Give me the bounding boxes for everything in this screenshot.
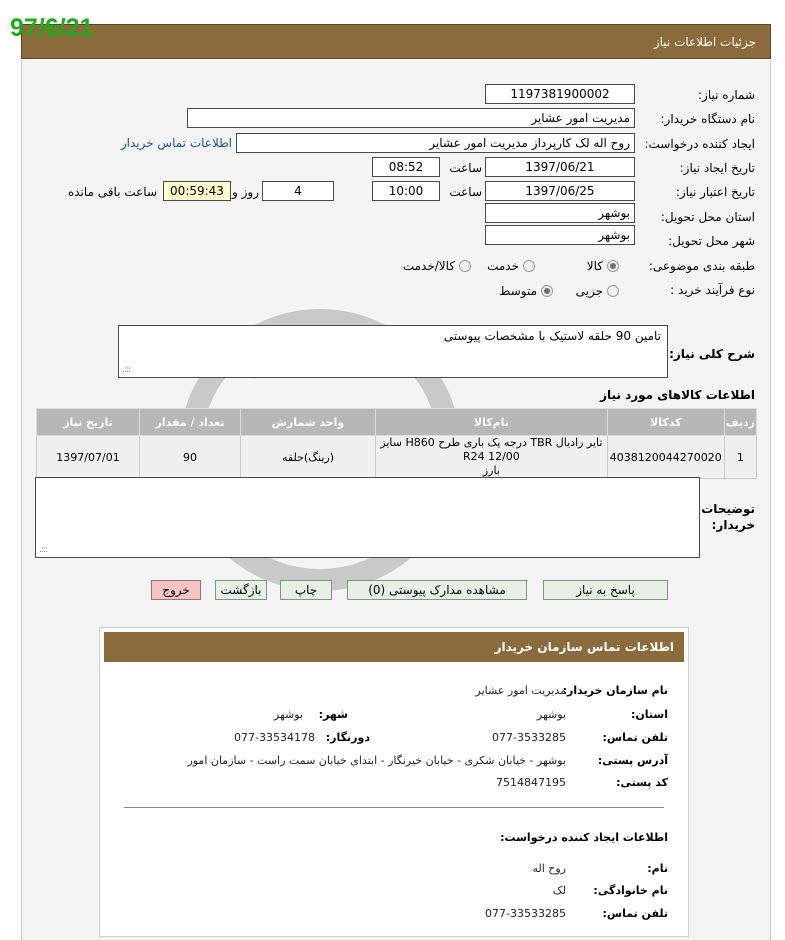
contact-province-value: بوشهر — [536, 708, 566, 721]
resize-grip-icon[interactable]: .::: — [122, 365, 130, 375]
need-number-label: شماره نیاز: — [698, 88, 755, 102]
cell-unit: (رینگ)حلقه — [241, 436, 376, 479]
contact-org-value: مدیریت امور عشایر — [475, 684, 566, 697]
items-heading: اطلاعات کالاهای مورد نیاز — [600, 388, 755, 402]
validity-date-label: تاریخ اعتبار نیاز: — [675, 185, 755, 199]
contact-city-label: شهر: — [318, 708, 348, 721]
summary-label: شرح کلی نیاز: — [669, 347, 755, 361]
cell-qty: 90 — [140, 436, 241, 479]
summary-textarea[interactable] — [118, 325, 668, 378]
requester-field: روح اله لک کارپرداز مدیریت امور عشایر — [236, 133, 635, 153]
reply-button[interactable]: پاسخ به نیاز — [543, 580, 668, 600]
contact-divider — [124, 807, 664, 808]
items-table — [36, 408, 757, 479]
view-documents-button[interactable]: مشاهده مدارک پیوستی (0) — [347, 580, 527, 600]
validity-time-field: 10:00 — [372, 181, 440, 201]
category-label: طبقه بندی موضوعی: — [648, 259, 755, 273]
creator-phone-label: تلفن تماس: — [602, 907, 668, 920]
contact-address-label: آدرس پستی: — [597, 754, 668, 767]
page-title: جزئیات اطلاعات نیاز — [653, 35, 756, 49]
radio-selected-icon — [607, 260, 619, 272]
date-stamp: 97/6/21 — [10, 14, 94, 42]
creator-heading: اطلاعات ایجاد کننده درخواست: — [500, 831, 668, 844]
cell-date: 1397/07/01 — [37, 436, 140, 479]
buyer-contact-link[interactable]: اطلاعات تماس خریدار — [120, 136, 232, 150]
contact-card-title: اطلاعات تماس سازمان خریدار — [494, 640, 674, 654]
remaining-days-label: روز و — [232, 185, 259, 199]
contact-fax-value: 077-33534178 — [234, 731, 315, 744]
remaining-time-field: 00:59:43 — [163, 181, 231, 201]
buyer-org-field: مدیریت امور عشایر — [187, 108, 635, 128]
summary-text: تامین 90 حلقه لاستیک با مشخصات پیوستی — [443, 329, 661, 343]
creator-first-name-value: روح اله — [532, 862, 566, 875]
created-date-label: تاریخ ایجاد نیاز: — [679, 161, 755, 175]
contact-phone-label: تلفن تماس: — [602, 731, 668, 744]
contact-city-value: بوشهر — [273, 708, 303, 721]
radio-empty-icon — [607, 285, 619, 297]
resize-grip-icon[interactable]: .::: — [39, 545, 47, 555]
radio-selected-icon — [541, 285, 553, 297]
cell-row: 1 — [724, 436, 756, 479]
buyer-notes-label-2: خریدار: — [711, 518, 755, 532]
table-row — [37, 436, 757, 479]
contact-org-label: نام سازمان خریدار: — [562, 684, 668, 697]
created-time-label: ساعت — [449, 161, 482, 175]
process-option-medium[interactable]: متوسط — [499, 283, 553, 298]
province-label: استان محل تحویل: — [660, 210, 755, 224]
radio-empty-icon — [523, 260, 535, 272]
contact-fax-label: دورنگار: — [325, 731, 370, 744]
validity-time-label: ساعت — [449, 185, 482, 199]
category-option-service[interactable]: خدمت — [487, 258, 535, 273]
buyer-org-label: نام دستگاه خریدار: — [660, 112, 755, 126]
col-name: نام‌کالا — [376, 409, 608, 436]
contact-address-value: بوشهر - خیابان شکری - خیابان خیرنگار - ابتدای خیابان سمت راست - سازمان امور — [187, 754, 566, 767]
exit-button[interactable]: خروج — [151, 580, 201, 600]
page-header — [21, 24, 771, 59]
contact-postal-value: 7514847195 — [496, 776, 566, 789]
col-date: تاریخ نیاز — [37, 409, 140, 436]
creator-first-name-label: نام: — [647, 862, 668, 875]
col-unit: واحد شمارش — [241, 409, 376, 436]
requester-label: ایجاد کننده درخواست: — [644, 137, 755, 151]
created-time-field: 08:52 — [372, 157, 440, 177]
created-date-field: 1397/06/21 — [485, 157, 635, 177]
category-option-goods-service[interactable]: کالا/خدمت — [403, 258, 471, 273]
category-option-goods[interactable]: کالا — [587, 258, 619, 273]
radio-empty-icon — [459, 260, 471, 272]
contact-province-label: استان: — [631, 708, 668, 721]
need-number-field: 1197381900002 — [485, 84, 635, 104]
city-field: بوشهر — [485, 225, 635, 245]
validity-date-field: 1397/06/25 — [485, 181, 635, 201]
remaining-time-label: ساعت باقی مانده — [67, 185, 157, 199]
buyer-notes-textarea[interactable] — [35, 477, 700, 558]
cell-code: 4038120044270020 — [607, 436, 724, 479]
process-option-minor[interactable]: جزیی — [576, 283, 619, 298]
items-header-row — [37, 409, 757, 436]
creator-last-name-value: لک — [552, 884, 566, 897]
creator-phone-value: 077-33533285 — [485, 907, 566, 920]
process-label: نوع فرآیند خرید : — [670, 283, 755, 297]
cell-name: تایر رادیال TBR درجه یک باری طرح H860 سایز R24 12/00 بارز — [376, 436, 608, 479]
contact-card-header — [104, 632, 684, 662]
col-row: ردیف — [724, 409, 756, 436]
col-code: کدکالا — [607, 409, 724, 436]
province-field: بوشهر — [485, 203, 635, 223]
contact-card — [99, 627, 689, 937]
creator-last-name-label: نام خانوادگی: — [593, 884, 668, 897]
print-button[interactable]: چاپ — [280, 580, 332, 600]
contact-postal-label: کد پستی: — [616, 776, 668, 789]
city-label: شهر محل تحویل: — [668, 234, 755, 248]
contact-phone-value: 077-3533285 — [492, 731, 566, 744]
back-button[interactable]: بازگشت — [215, 580, 267, 600]
col-qty: تعداد / مقدار — [140, 409, 241, 436]
remaining-days-field: 4 — [262, 181, 334, 201]
buyer-notes-label-1: توضیحات — [701, 502, 755, 516]
